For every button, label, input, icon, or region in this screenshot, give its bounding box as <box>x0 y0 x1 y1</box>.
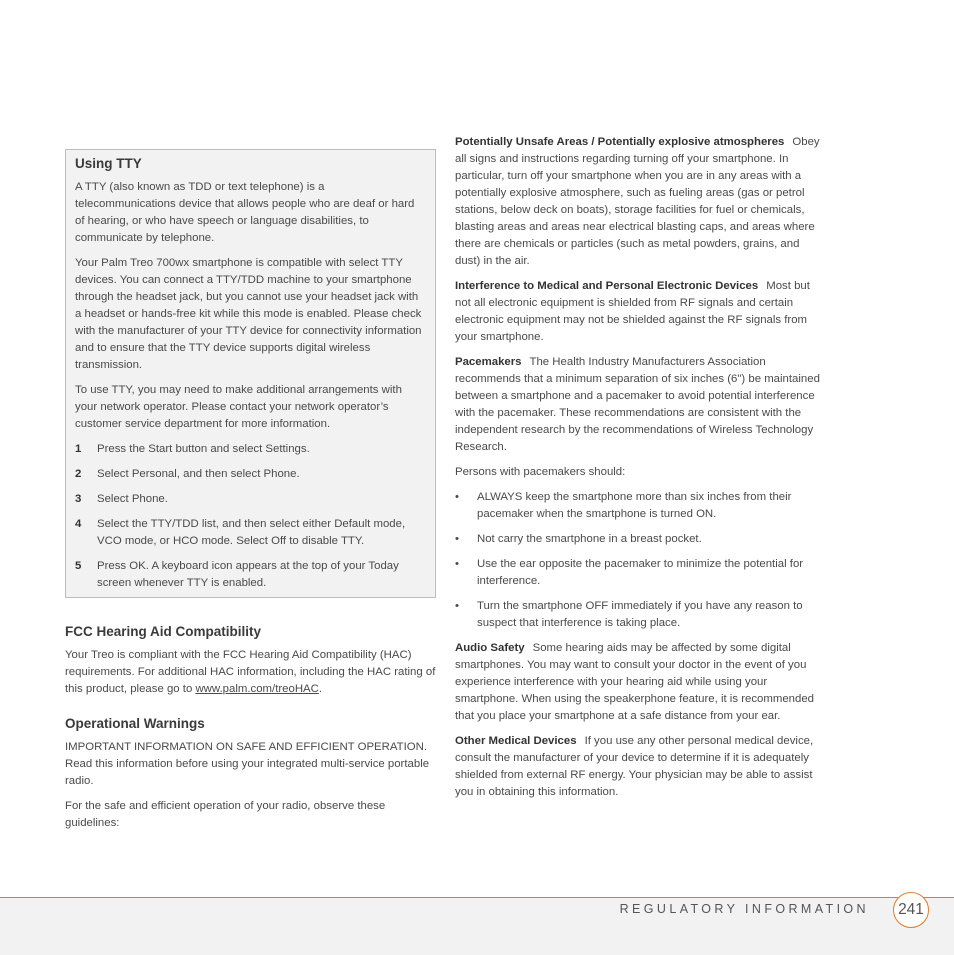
other-medical-text: If you use any other personal medical device, consult the manufacturer of your device to determine if it is adequately shielded from external RF energy. Your physician may be able to assist you in obtaining this information. <box>455 735 814 798</box>
tty-step <box>75 558 426 592</box>
using-tty-box <box>65 149 436 598</box>
bullet-text: Not carry the smartphone in a breast pocket. <box>477 533 702 545</box>
right-column <box>455 134 823 809</box>
step-text: Press the Start button and select Settings. <box>97 443 310 455</box>
using-tty-heading: Using TTY <box>75 156 142 171</box>
bullet-icon: • <box>455 600 459 612</box>
step-text: Press OK. A keyboard icon appears at the top of your Today screen whenever TTY is enabled. <box>97 560 399 589</box>
tty-step <box>75 491 426 508</box>
interference-text: Most but not all electronic equipment is shielded from RF signals and certain electronic equipment may not be shielded against the RF signals from your smartphone. <box>455 280 810 343</box>
bullet-item <box>455 556 823 590</box>
fcc-text-end: . <box>318 683 323 695</box>
other-medical-lead: Other Medical Devices <box>455 735 577 747</box>
fcc-section <box>65 623 437 698</box>
tty-steps-list <box>75 441 426 592</box>
ops-paragraph: For the safe and efficient operation of your radio, observe these guidelines: <box>65 800 386 829</box>
fcc-paragraph <box>65 647 437 698</box>
hac-link[interactable]: www.palm.com/treoHAC <box>195 683 319 695</box>
step-number: 5 <box>75 560 82 572</box>
pacemakers-text: The Health Industry Manufacturers Association recommends that a minimum separation of six inches (6") be maintained between a smartphone and a pacemaker to avoid potential interference with the pacemaker. These recommendations are consistent with the independent research by the recommendations of Wireless Technology Research. <box>455 356 820 453</box>
pacemakers-lead: Pacemakers <box>455 356 522 368</box>
other-medical-paragraph <box>455 733 823 801</box>
step-number: 4 <box>75 518 82 530</box>
bullet-icon: • <box>455 491 459 503</box>
audio-safety-paragraph <box>455 640 823 725</box>
pacemakers-paragraph <box>455 354 823 456</box>
unsafe-areas-lead: Potentially Unsafe Areas / Potentially explosive atmospheres <box>455 136 785 148</box>
page-number-badge: 241 <box>893 892 929 928</box>
unsafe-areas-paragraph <box>455 134 823 270</box>
bullet-item <box>455 489 823 523</box>
bullet-icon: • <box>455 533 459 545</box>
operational-warnings-heading: Operational Warnings <box>65 716 205 731</box>
step-text: Select Phone. <box>97 493 168 505</box>
interference-lead: Interference to Medical and Personal Electronic Devices <box>455 280 759 292</box>
tty-step <box>75 516 426 550</box>
tty-step <box>75 466 426 483</box>
bullet-text: Turn the smartphone OFF immediately if you have any reason to suspect that interference is taking place. <box>477 600 803 629</box>
interference-paragraph <box>455 278 823 346</box>
tty-paragraph: A TTY (also known as TDD or text telephone) is a telecommunications device that allows people who are deaf or hard of hearing, or who have speech or language disabilities, to communicate by telephone. <box>75 181 415 244</box>
audio-safety-text: Some hearing aids may be affected by some digital smartphones. You may want to consult your doctor in the event of you experience interference with your hearing aid while using your smartphone. When using the speakerphone feature, it is recommended that you place your smartphone at a safe distance from your ear. <box>455 642 815 722</box>
fcc-heading: FCC Hearing Aid Compatibility <box>65 624 262 639</box>
bullet-text: ALWAYS keep the smartphone more than six inches from their pacemaker when the smartphone is turned ON. <box>477 491 792 520</box>
bullet-item <box>455 598 823 632</box>
page-footer <box>0 897 954 955</box>
operational-warnings-section <box>65 715 437 832</box>
tty-step <box>75 441 426 458</box>
ops-paragraph: IMPORTANT INFORMATION ON SAFE AND EFFICIENT OPERATION. Read this information before using your integrated multi-service portable radio. <box>65 741 430 787</box>
step-number: 1 <box>75 443 82 455</box>
bullet-item <box>455 531 823 548</box>
step-number: 2 <box>75 468 82 480</box>
fcc-text: Your Treo is compliant with the FCC Hearing Aid Compatibility (HAC) requirements. For additional HAC information, including the HAC rating of this product, please go to <box>65 649 436 695</box>
bullet-text: Use the ear opposite the pacemaker to minimize the potential for interference. <box>477 558 804 587</box>
footer-section-label: REGULATORY INFORMATION <box>619 902 869 916</box>
step-text: Select the TTY/TDD list, and then select either Default mode, VCO mode, or HCO mode. Select Off to disable TTY. <box>97 518 406 547</box>
step-text: Select Personal, and then select Phone. <box>97 468 300 480</box>
tty-paragraph: Your Palm Treo 700wx smartphone is compatible with select TTY devices. You can connect a TTY/TDD machine to your smartphone through the headset jack, but you cannot use your headset jack with a headset or hands-free kit while this mode is enabled. Please check with the manufacturer of your TTY device for connectivity information and to ensure that the TTY device supports digital wireless transmission. <box>75 257 422 371</box>
unsafe-areas-text: Obey all signs and instructions regarding turning off your smartphone. In particular, turn off your smartphone when you are in any areas with a potentially explosive atmosphere, such as fueling areas (gas or petrol stations, below deck on boats), storage facilities for fuel or chemicals, blasting areas and areas near electrical blasting caps, and areas where there are chemicals or particles (such as metal powders, grains, and dust) in the air. <box>455 136 820 267</box>
step-number: 3 <box>75 493 82 505</box>
pacemaker-bullets <box>455 489 823 632</box>
pacemaker-persons-intro: Persons with pacemakers should: <box>455 466 626 478</box>
tty-paragraph: To use TTY, you may need to make additional arrangements with your network operator. Please contact your network operator’s customer service department for more information. <box>75 384 402 430</box>
audio-safety-lead: Audio Safety <box>455 642 525 654</box>
left-column <box>65 149 437 840</box>
bullet-icon: • <box>455 558 459 570</box>
